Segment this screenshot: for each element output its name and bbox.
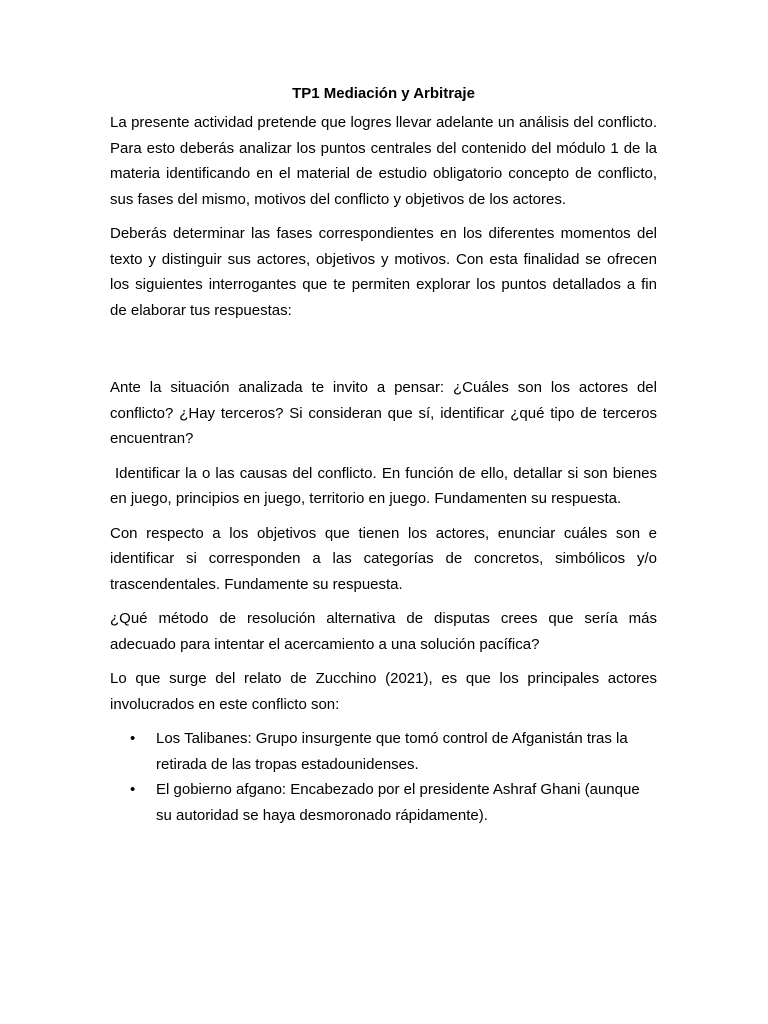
answer-intro-paragraph: Lo que surge del relato de Zucchino (2021), es que los principales actores involucrados en este conflicto son: (110, 670, 657, 713)
question-causes-text: Identificar la o las causas del conflicto. En función de ello, detallar si son bienes en juego, principios en juego, territorio en juego. Fundamenten su respuesta. (110, 464, 657, 507)
question-objectives-paragraph: Con respecto a los objetivos que tienen los actores, enunciar cuáles son e identificar si corresponden a las categorías de concretos, simbólicos y/o trascendentales. Fundamente su respuesta. (110, 524, 657, 593)
bullet-icon: • (130, 730, 136, 747)
list-item-text: Los Talibanes: Grupo insurgente que tomó control de Afganistán tras la retirada de las tropas estadounidenses. (156, 730, 628, 773)
question-causes-paragraph (110, 461, 657, 512)
list-item (110, 777, 657, 828)
list-item (110, 726, 657, 777)
question-actors-paragraph: Ante la situación analizada te invito a pensar: ¿Cuáles son los actores del conflicto? ¿Hay terceros? Si consideran que sí, identificar ¿qué tipo de terceros encuentran? (110, 379, 657, 447)
actors-list (110, 726, 657, 828)
blank-space (110, 332, 657, 375)
question-method-paragraph: ¿Qué método de resolución alternativa de disputas crees que sería más adecuado para intentar el acercamiento a una solución pacífica? (110, 610, 657, 653)
bullet-icon: • (130, 781, 136, 798)
list-item-text: El gobierno afgano: Encabezado por el presidente Ashraf Ghani (aunque su autoridad se haya desmoronado rápidamente). (156, 781, 640, 824)
document-title: TP1 Mediación y Arbitraje (292, 85, 475, 102)
instructions-paragraph: Deberás determinar las fases correspondientes en los diferentes momentos del texto y distinguir sus actores, objetivos y motivos. Con esta finalidad se ofrecen los siguientes interrogantes que te permiten explorar los puntos detallados a fin de elaborar tus respuestas: (110, 225, 657, 319)
intro-paragraph: La presente actividad pretende que logres llevar adelante un análisis del conflicto. Para esto deberás analizar los puntos centrales del contenido del módulo 1 de la materia identificando en el material de estudio obligatorio concepto de conflicto, sus fases del mismo, motivos del conflicto y objetivos de los actores. (110, 114, 657, 208)
document-page (110, 82, 657, 828)
